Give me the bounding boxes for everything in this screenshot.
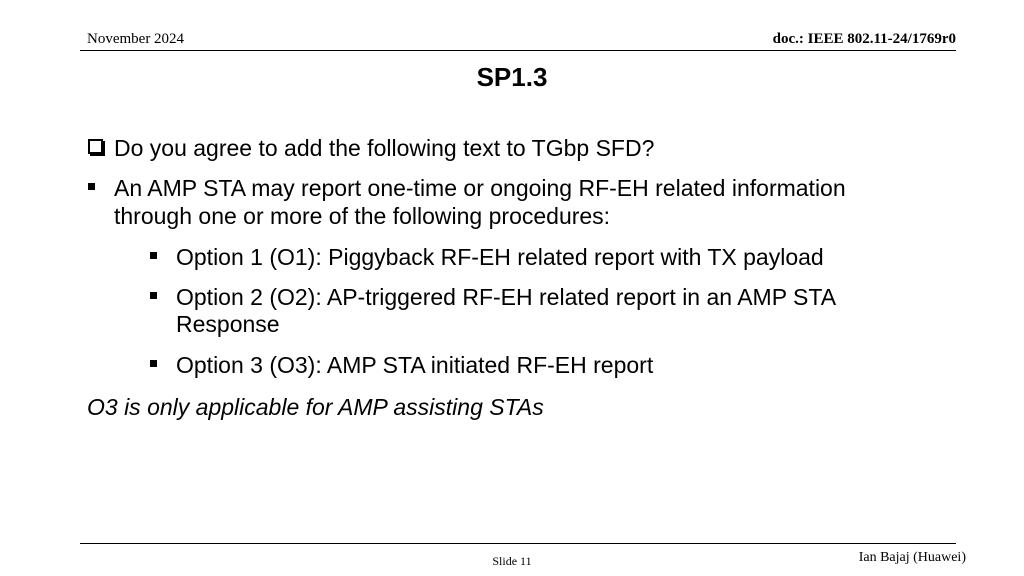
question-text: Do you agree to add the following text to TGbp SFD? xyxy=(114,135,655,161)
option-2-text-2: Response xyxy=(176,311,280,337)
option-3-text: Option 3 (O3): AMP STA initiated RF-EH report xyxy=(176,352,654,378)
square-bullet-icon xyxy=(150,292,157,299)
slide-title: SP1.3 xyxy=(476,62,548,92)
square-bullet-icon xyxy=(150,360,157,367)
header-doc-id: doc.: IEEE 802.11-24/1769r0 xyxy=(772,31,956,47)
option-1-text: Option 1 (O1): Piggyback RF-EH related report with TX payload xyxy=(176,244,824,270)
option-2-text-1: Option 2 (O2): AP-triggered RF-EH related report in an AMP STA xyxy=(176,284,837,310)
checkbox-bullet-icon xyxy=(88,139,103,154)
note-text: O3 is only applicable for AMP assisting STAs xyxy=(87,394,544,420)
header-date: November 2024 xyxy=(87,31,185,47)
square-bullet-icon xyxy=(150,252,157,259)
main-bullet-text-2: through one or more of the following procedures: xyxy=(114,203,611,229)
slide-number: Slide 11 xyxy=(492,554,532,568)
header-divider xyxy=(80,50,956,51)
footer-author: Ian Bajaj (Huawei) xyxy=(858,550,966,565)
square-bullet-icon xyxy=(88,183,95,190)
main-bullet-text-1: An AMP STA may report one-time or ongoing RF-EH related information xyxy=(114,175,846,201)
footer-divider xyxy=(80,543,956,544)
